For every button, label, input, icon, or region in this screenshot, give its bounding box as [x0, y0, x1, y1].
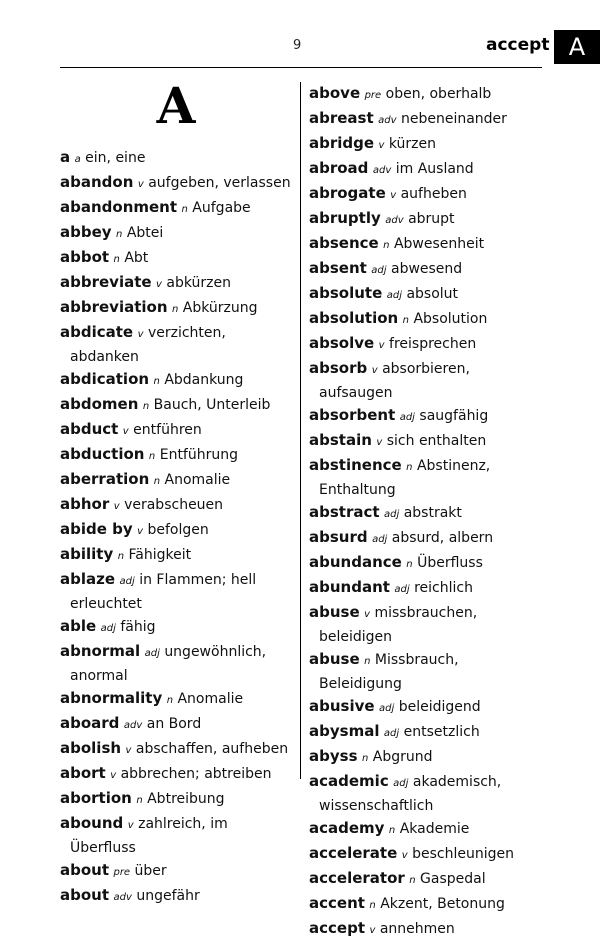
guide-word: accept	[486, 35, 550, 55]
entry-part-of-speech: adj	[386, 290, 402, 301]
entry-translation: Aufgabe	[192, 200, 251, 216]
entry-headword: absence	[309, 234, 379, 252]
entry-part-of-speech: v	[371, 365, 378, 376]
entry-translation: beschleunigen	[412, 846, 514, 862]
entry-translation: Anomalie	[177, 691, 244, 707]
entry-headword: abbreviation	[60, 298, 168, 316]
entry-part-of-speech: adj	[119, 576, 135, 587]
entry-headword: accept	[309, 919, 365, 937]
entry-translation: entführen	[133, 422, 202, 438]
entry-translation: Entführung	[159, 447, 238, 463]
dictionary-entry	[60, 393, 296, 418]
entry-headword: aboard	[60, 714, 120, 732]
dictionary-entry	[60, 443, 296, 468]
entry-translation: Abkürzung	[182, 300, 258, 316]
dictionary-entry	[60, 146, 296, 171]
entry-translation: Abtei	[126, 225, 164, 241]
entry-headword: above	[309, 84, 361, 102]
entry-part-of-speech: v	[137, 526, 144, 537]
dictionary-entry	[309, 132, 545, 157]
entry-part-of-speech: v	[390, 190, 397, 201]
entry-headword: accelerator	[309, 869, 405, 887]
dictionary-entry	[309, 917, 545, 942]
entry-part-of-speech: v	[110, 770, 117, 781]
entry-part-of-speech: n	[406, 559, 413, 570]
dictionary-entry	[309, 867, 545, 892]
entry-headword: abound	[60, 814, 124, 832]
entry-headword: abundant	[309, 578, 390, 596]
entry-headword: accent	[309, 894, 365, 912]
entry-part-of-speech: v	[378, 340, 385, 351]
entry-part-of-speech: v	[113, 501, 120, 512]
dictionary-entry	[60, 296, 296, 321]
entry-headword: abduct	[60, 420, 119, 438]
dictionary-entry	[60, 859, 296, 884]
entry-translation: ungewöhnlich, anormal	[70, 644, 267, 684]
entry-part-of-speech: adj	[399, 412, 415, 423]
letter-tab: A	[554, 30, 600, 64]
dictionary-entry	[60, 518, 296, 543]
dictionary-entry	[309, 332, 545, 357]
entry-part-of-speech: n	[142, 401, 150, 412]
dictionary-entry	[309, 745, 545, 770]
entry-translation: Überfluss	[417, 555, 483, 571]
entry-headword: abolish	[60, 739, 122, 757]
entry-translation: saugfähig	[419, 408, 489, 424]
entry-translation: aufgeben, verlassen	[148, 175, 291, 191]
entry-translation: ungefähr	[136, 888, 200, 904]
entry-translation: Absolution	[413, 311, 488, 327]
entry-headword: abnormal	[60, 642, 141, 660]
entry-headword: abbreviate	[60, 273, 152, 291]
entry-translation: reichlich	[414, 580, 473, 596]
dictionary-entry	[309, 207, 545, 232]
entry-headword: absolution	[309, 309, 399, 327]
entry-translation: an Bord	[146, 716, 202, 732]
entry-translation: Abstinenz, Enthaltung	[319, 458, 491, 498]
dictionary-entry	[309, 501, 545, 526]
dictionary-entry	[60, 712, 296, 737]
entry-translation: verabscheuen	[124, 497, 224, 513]
entry-headword: abhor	[60, 495, 110, 513]
entry-part-of-speech: n	[364, 656, 371, 667]
entry-part-of-speech: adv	[123, 720, 143, 731]
entry-translation: Abt	[124, 250, 149, 266]
entry-part-of-speech: v	[137, 179, 144, 190]
entry-translation: ein, eine	[85, 150, 146, 166]
entry-headword: abridge	[309, 134, 375, 152]
entry-translation: verzichten, abdanken	[70, 325, 226, 365]
entry-headword: abdication	[60, 370, 150, 388]
dictionary-entry	[60, 221, 296, 246]
entry-part-of-speech: n	[402, 315, 410, 326]
entry-headword: abyss	[309, 747, 358, 765]
dictionary-entry	[309, 454, 545, 501]
entry-translation: in Flammen; hell erleuchtet	[70, 572, 257, 612]
entry-headword: absorb	[309, 359, 368, 377]
entry-part-of-speech: v	[127, 820, 134, 831]
right-column	[309, 82, 545, 942]
entry-headword: abusive	[309, 697, 375, 715]
entry-part-of-speech: n	[166, 695, 174, 706]
entry-translation: Bauch, Unterleib	[153, 397, 271, 413]
dictionary-entry	[309, 551, 545, 576]
entry-part-of-speech: n	[117, 551, 125, 562]
entry-headword: abuse	[309, 603, 360, 621]
dictionary-entry	[60, 787, 296, 812]
dictionary-entry	[309, 648, 545, 695]
entry-headword: abandonment	[60, 198, 178, 216]
dictionary-entry	[60, 493, 296, 518]
entry-translation: aufheben	[400, 186, 467, 202]
entry-part-of-speech: adj	[379, 703, 395, 714]
entry-headword: abbey	[60, 223, 112, 241]
dictionary-entry	[309, 576, 545, 601]
dictionary-entry	[60, 737, 296, 762]
entry-translation: abwesend	[390, 261, 463, 277]
entry-headword: absent	[309, 259, 367, 277]
entry-headword: abbot	[60, 248, 110, 266]
header-rule	[60, 67, 542, 68]
entry-part-of-speech: v	[401, 850, 408, 861]
entry-translation: nebeneinander	[400, 111, 507, 127]
dictionary-entry	[60, 640, 296, 687]
dictionary-entry	[60, 687, 296, 712]
entry-translation: entsetzlich	[403, 724, 480, 740]
entry-headword: about	[60, 886, 110, 904]
entry-part-of-speech: n	[409, 875, 416, 886]
entry-headword: academic	[309, 772, 389, 790]
entry-part-of-speech: adj	[144, 648, 160, 659]
dictionary-entry	[60, 368, 296, 393]
entry-part-of-speech: v	[122, 426, 129, 437]
entry-part-of-speech: n	[153, 476, 161, 487]
entry-headword: abdicate	[60, 323, 134, 341]
entry-translation: Abdankung	[164, 372, 244, 388]
entry-headword: abduction	[60, 445, 145, 463]
dictionary-entry	[60, 568, 296, 615]
entry-part-of-speech: n	[136, 795, 143, 806]
dictionary-entry	[309, 720, 545, 745]
entry-translation: Abwesenheit	[393, 236, 485, 252]
entry-part-of-speech: adj	[383, 728, 400, 739]
entry-part-of-speech: v	[378, 140, 385, 151]
entry-part-of-speech: n	[153, 376, 160, 387]
entry-headword: abysmal	[309, 722, 380, 740]
entry-headword: absorbent	[309, 406, 396, 424]
entry-part-of-speech: n	[116, 229, 123, 240]
dictionary-entry	[60, 171, 296, 196]
entry-headword: a	[60, 148, 71, 166]
entry-headword: abnormality	[60, 689, 163, 707]
entry-headword: absolve	[309, 334, 375, 352]
entry-part-of-speech: adv	[385, 215, 404, 226]
entry-translation: absorbieren, aufsaugen	[319, 361, 470, 401]
dictionary-entry	[309, 817, 545, 842]
entry-headword: about	[60, 861, 110, 879]
entry-translation: Anomalie	[164, 472, 231, 488]
dictionary-entry	[309, 307, 545, 332]
dictionary-entry	[309, 770, 545, 817]
entry-headword: ability	[60, 545, 114, 563]
entry-translation: Fähigkeit	[128, 547, 192, 563]
entry-headword: abstract	[309, 503, 380, 521]
dictionary-entry	[60, 418, 296, 443]
entry-translation: kürzen	[388, 136, 437, 152]
entry-part-of-speech: v	[156, 279, 162, 290]
entry-headword: accelerate	[309, 844, 398, 862]
entry-translation: fähig	[120, 619, 156, 635]
dictionary-entry	[309, 892, 545, 917]
entry-translation: abrupt	[408, 211, 455, 227]
entry-part-of-speech: adv	[372, 165, 392, 176]
entry-translation: abkürzen	[166, 275, 231, 291]
entry-translation: Abgrund	[372, 749, 433, 765]
entry-part-of-speech: adj	[384, 509, 400, 520]
entry-headword: abundance	[309, 553, 402, 571]
entry-headword: abort	[60, 764, 106, 782]
entry-translation: abbrechen; abtreiben	[120, 766, 272, 782]
entry-part-of-speech: v	[369, 925, 376, 936]
dictionary-entry	[309, 257, 545, 282]
entry-translation: Abtreibung	[147, 791, 225, 807]
entry-headword: absurd	[309, 528, 368, 546]
entry-part-of-speech: n	[171, 304, 179, 315]
entry-part-of-speech: n	[148, 451, 156, 462]
entry-translation: abstrakt	[403, 505, 462, 521]
entry-part-of-speech: v	[137, 329, 144, 340]
dictionary-entry	[60, 468, 296, 493]
entry-translation: befolgen	[147, 522, 209, 538]
entry-part-of-speech: n	[406, 462, 413, 473]
entry-headword: academy	[309, 819, 385, 837]
entry-part-of-speech: adj	[394, 584, 410, 595]
entry-translation: oben, oberhalb	[385, 86, 492, 102]
entry-headword: ablaze	[60, 570, 116, 588]
entry-part-of-speech: n	[383, 240, 390, 251]
entry-part-of-speech: n	[361, 753, 369, 764]
entry-translation: akademisch, wissenschaftlich	[319, 774, 502, 814]
dictionary-entry	[309, 695, 545, 720]
dictionary-entry	[309, 601, 545, 648]
entry-translation: Akademie	[399, 821, 470, 837]
entry-headword: aberration	[60, 470, 150, 488]
dictionary-entry	[309, 526, 545, 551]
entry-part-of-speech: adj	[100, 623, 116, 634]
dictionary-entry	[309, 282, 545, 307]
entry-headword: abstinence	[309, 456, 402, 474]
dictionary-entry	[309, 232, 545, 257]
entry-translation: im Ausland	[395, 161, 474, 177]
entry-translation: beleidigend	[398, 699, 481, 715]
entry-part-of-speech: pre	[113, 867, 131, 878]
column-divider	[300, 82, 301, 779]
entry-headword: abrogate	[309, 184, 386, 202]
entry-translation: abschaffen, aufheben	[135, 741, 289, 757]
entry-part-of-speech: v	[376, 437, 383, 448]
entry-part-of-speech: n	[113, 254, 120, 265]
entry-translation: freisprechen	[389, 336, 477, 352]
entry-headword: abortion	[60, 789, 132, 807]
entry-headword: able	[60, 617, 97, 635]
left-column	[60, 146, 296, 909]
dictionary-entry	[309, 404, 545, 429]
entry-translation: sich enthalten	[386, 433, 487, 449]
dictionary-entry	[309, 357, 545, 404]
page-number: 9	[293, 38, 302, 53]
dictionary-entry	[60, 246, 296, 271]
entry-headword: abstain	[309, 431, 372, 449]
entry-headword: abruptly	[309, 209, 381, 227]
entry-headword: abreast	[309, 109, 374, 127]
entry-translation: zahlreich, im Überfluss	[70, 816, 228, 856]
entry-translation: über	[134, 863, 167, 879]
entry-part-of-speech: adj	[393, 778, 409, 789]
dictionary-entry	[60, 543, 296, 568]
dictionary-entry	[309, 82, 545, 107]
entry-part-of-speech: v	[125, 745, 132, 756]
entry-part-of-speech: n	[181, 204, 188, 215]
dictionary-entry	[60, 615, 296, 640]
entry-headword: abuse	[309, 650, 360, 668]
entry-part-of-speech: adv	[113, 892, 132, 903]
entry-headword: abroad	[309, 159, 369, 177]
dictionary-entry	[60, 271, 296, 296]
entry-part-of-speech: adj	[371, 265, 387, 276]
dictionary-entry	[60, 762, 296, 787]
entry-translation: Gaspedal	[420, 871, 486, 887]
entry-part-of-speech: a	[74, 154, 81, 165]
entry-headword: abdomen	[60, 395, 139, 413]
dictionary-entry	[60, 884, 296, 909]
entry-part-of-speech: n	[369, 900, 376, 911]
dictionary-entry	[309, 182, 545, 207]
entry-part-of-speech: n	[388, 825, 396, 836]
dictionary-entry	[60, 196, 296, 221]
dictionary-entry	[309, 429, 545, 454]
section-letter: A	[156, 76, 196, 135]
entry-headword: absolute	[309, 284, 383, 302]
entry-part-of-speech: adv	[378, 115, 397, 126]
dictionary-entry	[60, 321, 296, 368]
entry-translation: missbrauchen, beleidigen	[319, 605, 478, 645]
dictionary-entry	[60, 812, 296, 859]
entry-headword: abandon	[60, 173, 134, 191]
dictionary-entry	[309, 842, 545, 867]
entry-translation: absurd, albern	[391, 530, 494, 546]
entry-translation: annehmen	[379, 921, 455, 937]
entry-part-of-speech: pre	[364, 90, 382, 101]
dictionary-entry	[309, 107, 545, 132]
entry-part-of-speech: adj	[372, 534, 388, 545]
dictionary-entry	[309, 157, 545, 182]
entry-headword: abide by	[60, 520, 133, 538]
entry-translation: absolut	[406, 286, 459, 302]
entry-part-of-speech: v	[364, 609, 371, 620]
entry-translation: Missbrauch, Beleidigung	[319, 652, 459, 692]
entry-translation: Akzent, Betonung	[380, 896, 505, 912]
